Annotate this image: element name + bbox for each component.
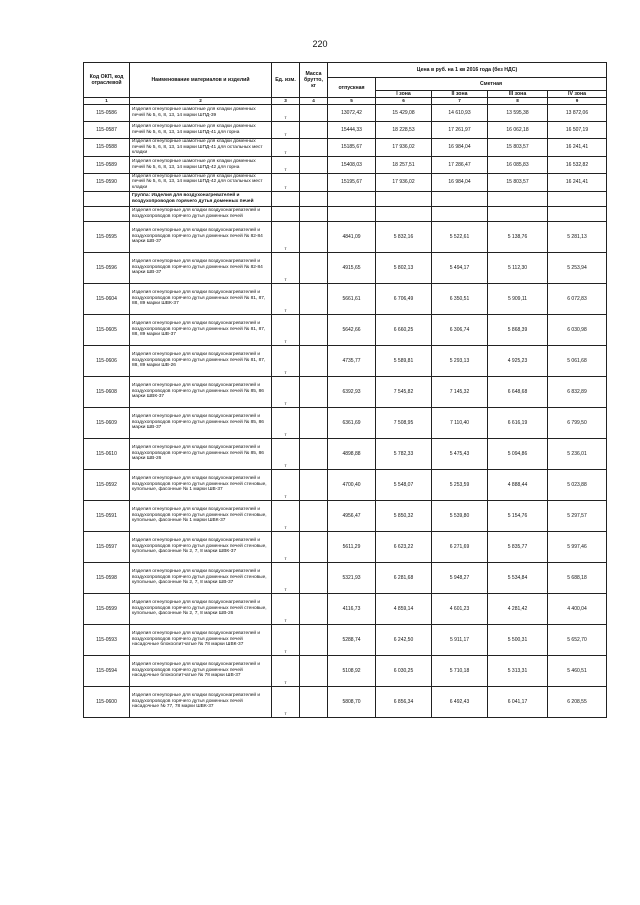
- row-release-price: 5321,93: [328, 562, 376, 593]
- table-row: [84, 139, 607, 157]
- row-zone-2-price: 7 110,40: [432, 407, 488, 438]
- row-unit: т: [272, 221, 300, 252]
- row-zone-2-price: 5 948,27: [432, 562, 488, 593]
- column-number: 2: [130, 98, 272, 105]
- table-row: [84, 283, 607, 314]
- row-zone-2-price: 7 145,32: [432, 376, 488, 407]
- row-zone-2-price: 6 271,69: [432, 531, 488, 562]
- row-code: 115-0592: [84, 469, 130, 500]
- row-zone-3-price: 5 112,30: [488, 252, 548, 283]
- row-mass: [300, 469, 328, 500]
- row-zone-4-price: 5 281,13: [548, 221, 607, 252]
- row-name: Изделия огнеупорные для кладки воздухонагревателей и воздухопроводов горячего дутья доменных печей стеновые, купольные, фасонные № 2, 7, 8 марки ШВ-37: [130, 562, 272, 593]
- row-name: Группа: Изделия для воздухонагревателей и воздухопроводов горячего дутья доменных печей: [130, 191, 272, 206]
- row-code: 115-0589: [84, 156, 130, 173]
- row-code: 115-0596: [84, 252, 130, 283]
- header-name: Наименование материалов и изделий: [130, 63, 272, 98]
- row-code: 115-0591: [84, 500, 130, 531]
- row-zone-4-price: 5 652,70: [548, 624, 607, 655]
- row-zone-4-price: 16 532,82: [548, 156, 607, 173]
- page-number: 220: [312, 39, 328, 49]
- row-zone-1-price: 6 623,22: [376, 531, 432, 562]
- column-number: 6: [376, 98, 432, 105]
- row-mass: [300, 122, 328, 139]
- row-unit: т: [272, 139, 300, 157]
- table-row: [84, 122, 607, 139]
- table-row: [84, 655, 607, 686]
- row-name: Изделия огнеупорные для кладки воздухонагревателей и воздухопроводов горячего дутья доменных печей № 85, 86 марки ШВК-37: [130, 376, 272, 407]
- row-release-price: 15444,33: [328, 122, 376, 139]
- column-number: 7: [432, 98, 488, 105]
- row-mass: [300, 105, 328, 122]
- row-release-price: 4116,73: [328, 593, 376, 624]
- table-row: [84, 469, 607, 500]
- row-zone-3-price: 6 616,19: [488, 407, 548, 438]
- row-mass: [300, 314, 328, 345]
- row-zone-3-price: 15 803,57: [488, 139, 548, 157]
- row-zone-3-price: 4 925,23: [488, 345, 548, 376]
- row-name: Изделия огнеупорные для кладки воздухонагревателей и воздухопроводов горячего дутья доменных печей стеновые, купольные, фасонные № 2, 7, 8 марки ШВК-37: [130, 531, 272, 562]
- row-zone-1-price: [376, 206, 432, 221]
- row-release-price: 4841,09: [328, 221, 376, 252]
- row-mass: [300, 655, 328, 686]
- row-mass: [300, 407, 328, 438]
- row-zone-4-price: 6 799,50: [548, 407, 607, 438]
- row-name: Изделия огнеупорные для кладки воздухонагревателей и воздухопроводов горячего дутья доменных печей стеновые, купольные, фасонные № 2, 7, 8 марки ШВ-26: [130, 593, 272, 624]
- row-name: Изделия огнеупорные шамотные для кладки доменных печей № 5, 6, 8, 13, 14 марки ШПД-42 для остальных мест кладки: [130, 173, 272, 191]
- column-number: 3: [272, 98, 300, 105]
- row-unit: [272, 191, 300, 206]
- row-unit: т: [272, 469, 300, 500]
- row-zone-2-price: 14 610,93: [432, 105, 488, 122]
- row-mass: [300, 438, 328, 469]
- row-zone-3-price: 16 062,18: [488, 122, 548, 139]
- row-unit: [272, 206, 300, 221]
- row-zone-1-price: 5 802,13: [376, 252, 432, 283]
- row-release-price: [328, 191, 376, 206]
- row-release-price: 4700,40: [328, 469, 376, 500]
- row-zone-1-price: 17 936,02: [376, 139, 432, 157]
- row-code: 115-0610: [84, 438, 130, 469]
- row-unit: т: [272, 345, 300, 376]
- row-zone-2-price: 5 710,18: [432, 655, 488, 686]
- row-mass: [300, 252, 328, 283]
- row-mass: [300, 531, 328, 562]
- table-row: [84, 531, 607, 562]
- row-name: Изделия огнеупорные для кладки воздухонагревателей и воздухопроводов горячего дутья доменных печей насадочные блокоолитчатые № 78 марки ШВ-37: [130, 655, 272, 686]
- row-zone-1-price: 18 257,51: [376, 156, 432, 173]
- row-release-price: 4956,47: [328, 500, 376, 531]
- row-release-price: 5642,66: [328, 314, 376, 345]
- table-row: [84, 314, 607, 345]
- row-name: Изделия огнеупорные для кладки воздухонагревателей и воздухопроводов горячего дутья доменных печей стеновые, купольные, фасонные № 1 марки ШВ-37: [130, 469, 272, 500]
- row-release-price: 15408,03: [328, 156, 376, 173]
- row-zone-4-price: 16 507,19: [548, 122, 607, 139]
- row-zone-4-price: 5 460,51: [548, 655, 607, 686]
- row-release-price: 13072,42: [328, 105, 376, 122]
- table-row: [84, 345, 607, 376]
- row-zone-2-price: 16 984,04: [432, 139, 488, 157]
- row-code: 115-0606: [84, 345, 130, 376]
- row-mass: [300, 345, 328, 376]
- column-number: 9: [548, 98, 607, 105]
- row-zone-4-price: [548, 191, 607, 206]
- row-zone-1-price: 6 660,25: [376, 314, 432, 345]
- table-row: [84, 686, 607, 717]
- price-table: [83, 62, 607, 718]
- row-unit: т: [272, 283, 300, 314]
- row-mass: [300, 624, 328, 655]
- row-unit: т: [272, 376, 300, 407]
- row-zone-1-price: 5 589,81: [376, 345, 432, 376]
- row-code: 115-0595: [84, 221, 130, 252]
- row-unit: т: [272, 407, 300, 438]
- header-estimate: Сметная: [376, 78, 607, 91]
- row-zone-1-price: 5 832,16: [376, 221, 432, 252]
- row-zone-1-price: 5 782,33: [376, 438, 432, 469]
- row-name: Изделия огнеупорные для кладки воздухонагревателей и воздухопроводов горячего дутья доменных печей насадочные блокоолитчатые № 78 марки ШВК-37: [130, 624, 272, 655]
- row-zone-3-price: 5 500,31: [488, 624, 548, 655]
- row-zone-3-price: 5 868,39: [488, 314, 548, 345]
- row-code: 115-0588: [84, 139, 130, 157]
- row-mass: [300, 593, 328, 624]
- row-zone-4-price: 5 297,57: [548, 500, 607, 531]
- row-unit: т: [272, 624, 300, 655]
- row-mass: [300, 191, 328, 206]
- row-zone-1-price: 6 706,49: [376, 283, 432, 314]
- row-release-price: 4898,88: [328, 438, 376, 469]
- column-number: 1: [84, 98, 130, 105]
- row-zone-2-price: [432, 191, 488, 206]
- row-zone-2-price: 16 984,04: [432, 173, 488, 191]
- row-zone-3-price: 5 138,76: [488, 221, 548, 252]
- row-mass: [300, 376, 328, 407]
- row-zone-3-price: 5 909,11: [488, 283, 548, 314]
- row-zone-1-price: 18 228,53: [376, 122, 432, 139]
- table-row: [84, 376, 607, 407]
- row-zone-2-price: 5 539,80: [432, 500, 488, 531]
- row-mass: [300, 156, 328, 173]
- row-zone-3-price: 6 648,68: [488, 376, 548, 407]
- row-zone-2-price: 5 522,61: [432, 221, 488, 252]
- row-zone-4-price: 6 832,89: [548, 376, 607, 407]
- row-name: Изделия огнеупорные для кладки воздухонагревателей и воздухопроводов горячего дутья доменных печей стеновые, купольные, фасонные № 1 марки ШВК-37: [130, 500, 272, 531]
- row-zone-2-price: 17 286,47: [432, 156, 488, 173]
- row-release-price: 5661,61: [328, 283, 376, 314]
- row-code: 115-0597: [84, 531, 130, 562]
- row-release-price: 15185,67: [328, 139, 376, 157]
- row-name: Изделия огнеупорные шамотные для кладки доменных печей № 5, 6, 8, 13, 14 марки ШПД-39: [130, 105, 272, 122]
- row-unit: т: [272, 122, 300, 139]
- row-zone-1-price: 4 859,14: [376, 593, 432, 624]
- row-zone-3-price: 13 595,38: [488, 105, 548, 122]
- row-zone-1-price: 7 508,95: [376, 407, 432, 438]
- row-unit: т: [272, 105, 300, 122]
- row-unit: т: [272, 686, 300, 717]
- row-zone-4-price: 6 030,98: [548, 314, 607, 345]
- row-code: 115-0593: [84, 624, 130, 655]
- row-release-price: 6392,93: [328, 376, 376, 407]
- table-row: [84, 156, 607, 173]
- row-unit: т: [272, 438, 300, 469]
- header-code: Код ОКП, код отраслевой: [84, 63, 130, 98]
- row-zone-4-price: 4 400,04: [548, 593, 607, 624]
- table-row: [84, 562, 607, 593]
- column-number: 5: [328, 98, 376, 105]
- row-zone-3-price: 16 085,83: [488, 156, 548, 173]
- row-code: 115-0594: [84, 655, 130, 686]
- row-release-price: 5808,70: [328, 686, 376, 717]
- row-release-price: 6361,69: [328, 407, 376, 438]
- row-release-price: 4915,65: [328, 252, 376, 283]
- row-name: Изделия огнеупорные для кладки воздухонагревателей и воздухопроводов горячего дутья доменных печей № 85, 86 марки ШВ-26: [130, 438, 272, 469]
- table-body: [84, 105, 607, 718]
- row-code: 115-0604: [84, 283, 130, 314]
- row-zone-2-price: 17 261,97: [432, 122, 488, 139]
- row-unit: т: [272, 593, 300, 624]
- table-row: [84, 407, 607, 438]
- row-zone-3-price: 6 041,17: [488, 686, 548, 717]
- row-zone-1-price: 6 242,50: [376, 624, 432, 655]
- table-row: [84, 173, 607, 191]
- row-zone-4-price: 5 061,68: [548, 345, 607, 376]
- row-zone-3-price: 4 888,44: [488, 469, 548, 500]
- row-mass: [300, 173, 328, 191]
- table-row: [84, 206, 607, 221]
- row-zone-2-price: 5 494,17: [432, 252, 488, 283]
- row-zone-3-price: 5 154,76: [488, 500, 548, 531]
- column-number: 8: [488, 98, 548, 105]
- row-name: Изделия огнеупорные для кладки воздухонагревателей и воздухопроводов горячего дутья доменных печей № 81, 87, 88, 89 марки ШВ-37: [130, 314, 272, 345]
- row-name: Изделия огнеупорные для кладки воздухонагревателей и воздухопроводов горячего дутья доменных печей № 81, 87, 88, 89 марки ШВ-26: [130, 345, 272, 376]
- row-mass: [300, 562, 328, 593]
- row-zone-4-price: 13 872,06: [548, 105, 607, 122]
- row-zone-4-price: 16 241,41: [548, 139, 607, 157]
- row-unit: т: [272, 655, 300, 686]
- row-zone-2-price: 5 293,13: [432, 345, 488, 376]
- row-zone-2-price: 6 306,74: [432, 314, 488, 345]
- row-name: Изделия огнеупорные для кладки воздухонагревателей и воздухопроводов горячего дутья доменных печей: [130, 206, 272, 221]
- header-zone-3: III зона: [488, 91, 548, 98]
- row-zone-1-price: 15 429,08: [376, 105, 432, 122]
- row-zone-4-price: 5 253,94: [548, 252, 607, 283]
- row-zone-4-price: 5 023,88: [548, 469, 607, 500]
- row-zone-1-price: 17 936,02: [376, 173, 432, 191]
- row-zone-2-price: 5 911,17: [432, 624, 488, 655]
- header-release-price: отпускная: [328, 78, 376, 98]
- row-mass: [300, 500, 328, 531]
- row-zone-4-price: [548, 206, 607, 221]
- row-mass: [300, 686, 328, 717]
- row-zone-2-price: [432, 206, 488, 221]
- row-zone-2-price: 4 601,23: [432, 593, 488, 624]
- row-code: 115-0609: [84, 407, 130, 438]
- row-release-price: [328, 206, 376, 221]
- row-zone-3-price: [488, 191, 548, 206]
- row-zone-2-price: 6 350,51: [432, 283, 488, 314]
- row-mass: [300, 139, 328, 157]
- row-zone-2-price: 5 253,59: [432, 469, 488, 500]
- row-release-price: 5288,74: [328, 624, 376, 655]
- row-code: 115-0599: [84, 593, 130, 624]
- row-unit: т: [272, 314, 300, 345]
- row-code: 115-0608: [84, 376, 130, 407]
- row-zone-4-price: 5 688,18: [548, 562, 607, 593]
- header-zone-4: IV зона: [548, 91, 607, 98]
- row-name: Изделия огнеупорные для кладки воздухонагревателей и воздухопроводов горячего дутья доменных печей № 82-84 марки ШВ-37: [130, 252, 272, 283]
- row-name: Изделия огнеупорные для кладки воздухонагревателей и воздухопроводов горячего дутья доменных печей № 85, 86 марки ШВ-37: [130, 407, 272, 438]
- row-zone-3-price: 4 281,42: [488, 593, 548, 624]
- header-unit: Ед. изм.: [272, 63, 300, 98]
- row-zone-4-price: 6 072,83: [548, 283, 607, 314]
- table-row: [84, 105, 607, 122]
- row-mass: [300, 221, 328, 252]
- row-release-price: 5611,29: [328, 531, 376, 562]
- table-row: [84, 624, 607, 655]
- row-mass: [300, 283, 328, 314]
- row-release-price: 4735,77: [328, 345, 376, 376]
- row-zone-3-price: 15 803,57: [488, 173, 548, 191]
- row-mass: [300, 206, 328, 221]
- table-row: [84, 438, 607, 469]
- row-zone-3-price: 5 534,84: [488, 562, 548, 593]
- row-zone-4-price: 5 997,46: [548, 531, 607, 562]
- row-zone-1-price: 5 850,32: [376, 500, 432, 531]
- row-zone-1-price: 5 548,07: [376, 469, 432, 500]
- row-zone-3-price: 5 835,77: [488, 531, 548, 562]
- row-name: Изделия огнеупорные шамотные для кладки доменных печей № 5, 6, 8, 13, 14 марки ШПД-42 для горна: [130, 156, 272, 173]
- row-code: 115-0598: [84, 562, 130, 593]
- row-unit: т: [272, 156, 300, 173]
- row-zone-3-price: [488, 206, 548, 221]
- table-row: [84, 191, 607, 206]
- row-code: [84, 206, 130, 221]
- row-code: 115-0590: [84, 173, 130, 191]
- row-unit: т: [272, 500, 300, 531]
- table-row: [84, 500, 607, 531]
- row-name: Изделия огнеупорные для кладки воздухонагревателей и воздухопроводов горячего дутья доменных печей насадочные № 77, 78 марки ШВК-37: [130, 686, 272, 717]
- row-release-price: 15195,67: [328, 173, 376, 191]
- row-name: Изделия огнеупорные шамотные для кладки доменных печей № 5, 6, 8, 13, 14 марки ШПД-41 для остальных мест кладки: [130, 139, 272, 157]
- row-zone-1-price: 6 281,68: [376, 562, 432, 593]
- row-zone-4-price: 16 241,41: [548, 173, 607, 191]
- header-zone-2: II зона: [432, 91, 488, 98]
- row-unit: т: [272, 252, 300, 283]
- row-unit: т: [272, 531, 300, 562]
- column-number: 4: [300, 98, 328, 105]
- header-mass: Масса брутто, кг: [300, 63, 328, 98]
- row-zone-1-price: 7 545,82: [376, 376, 432, 407]
- row-zone-3-price: 5 094,86: [488, 438, 548, 469]
- row-zone-2-price: 6 492,43: [432, 686, 488, 717]
- row-zone-4-price: 6 208,55: [548, 686, 607, 717]
- row-unit: т: [272, 562, 300, 593]
- row-name: Изделия огнеупорные для кладки воздухонагревателей и воздухопроводов горячего дутья доменных печей № 82-84 марки ШВ-37: [130, 221, 272, 252]
- table-row: [84, 252, 607, 283]
- row-zone-3-price: 5 313,31: [488, 655, 548, 686]
- row-zone-2-price: 5 475,43: [432, 438, 488, 469]
- row-zone-1-price: 6 030,25: [376, 655, 432, 686]
- row-release-price: 5108,92: [328, 655, 376, 686]
- row-name: Изделия огнеупорные шамотные для кладки доменных печей № 5, 6, 8, 13, 14 марки ШПД-41 для горна: [130, 122, 272, 139]
- row-code: 115-0600: [84, 686, 130, 717]
- row-code: 115-0605: [84, 314, 130, 345]
- row-zone-4-price: 5 236,01: [548, 438, 607, 469]
- row-unit: т: [272, 173, 300, 191]
- table-row: [84, 593, 607, 624]
- header-zone-1: I зона: [376, 91, 432, 98]
- row-code: 115-0587: [84, 122, 130, 139]
- row-zone-1-price: 6 856,34: [376, 686, 432, 717]
- row-zone-1-price: [376, 191, 432, 206]
- table-row: [84, 221, 607, 252]
- header-price-group: Цена в руб. на 1 кв 2016 года (без НДС): [328, 63, 607, 78]
- row-name: Изделия огнеупорные для кладки воздухонагревателей и воздухопроводов горячего дутья доменных печей № 81, 87, 88, 89 марки ШВК-37: [130, 283, 272, 314]
- row-code: [84, 191, 130, 206]
- column-number-row: [84, 98, 607, 105]
- row-code: 115-0586: [84, 105, 130, 122]
